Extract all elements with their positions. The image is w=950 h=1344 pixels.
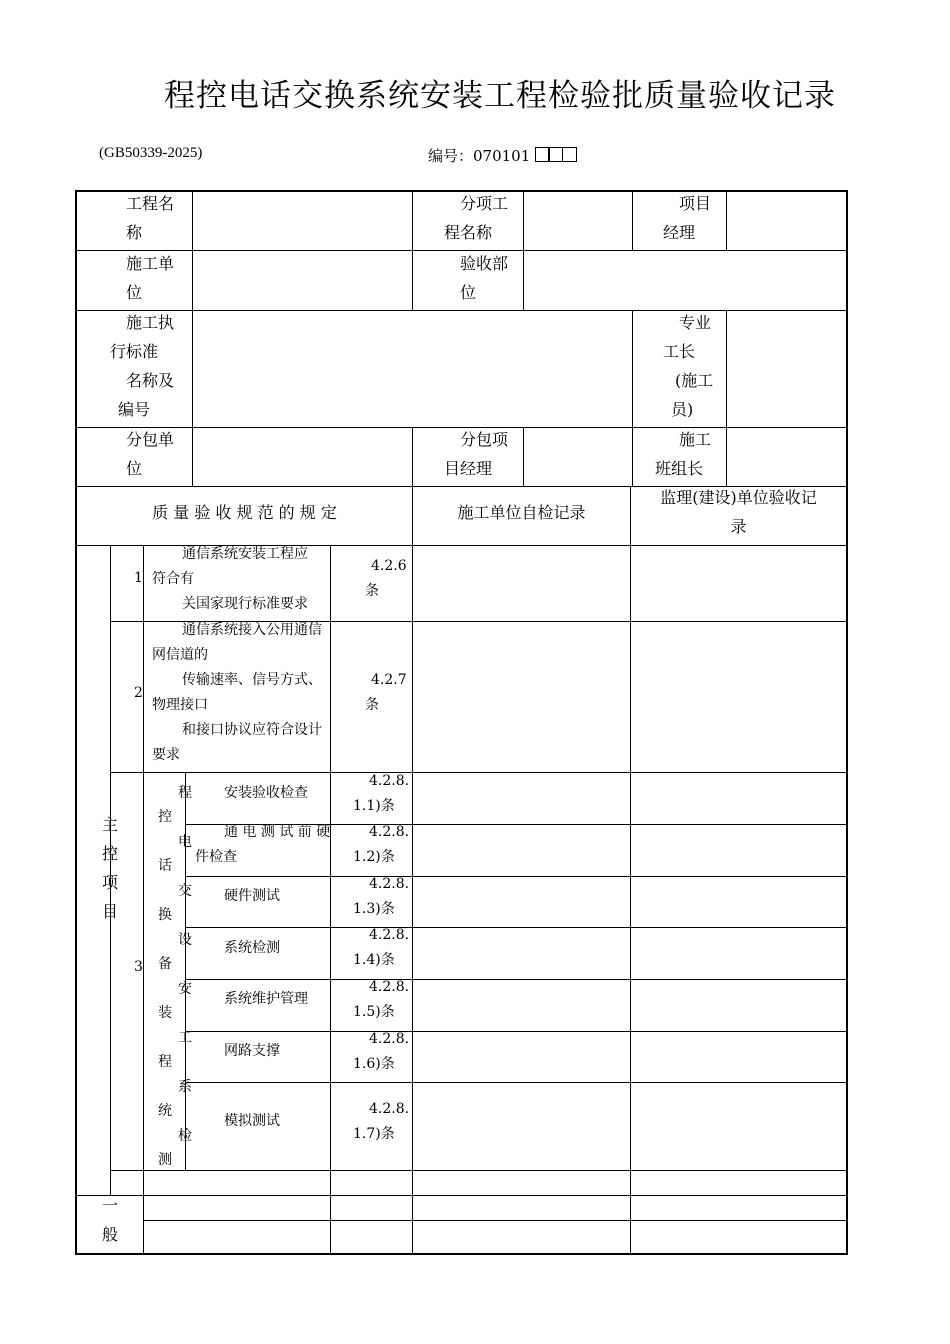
item-1-number: 1 — [134, 570, 143, 586]
sub-item-name: 安装验收检查 — [224, 785, 308, 801]
serial-label: 编号：070101 — [428, 147, 531, 165]
sub-item-clause: 4.2.8. 1.1)条 — [353, 773, 410, 814]
item-2-clause: 4.2.7 条 — [365, 672, 407, 713]
item-2-text: 通信系统接入公用通信 网信道的 传输速率、信号方式、 物理接口 和接口协议应符合设计 要求 — [152, 622, 322, 763]
sub-item-name: 通 电 测 试 前 硬 件检查 — [195, 824, 331, 865]
label-sub-manager: 分包项 目经理 — [444, 430, 509, 478]
serial-number — [428, 145, 577, 166]
sub-item-clause: 4.2.8. 1.6)条 — [353, 1031, 410, 1072]
column-supervision: 监理(建设)单位验收记 录 — [660, 488, 817, 536]
label-project-manager: 项目 经理 — [663, 194, 712, 242]
label-foreman: 专业 工长 (施工 员) — [663, 313, 714, 419]
sub-item-clause: 4.2.8. 1.2)条 — [353, 824, 410, 865]
sub-item-name: 模拟测试 — [224, 1113, 280, 1129]
sub-item-name: 硬件测试 — [224, 888, 280, 904]
standard-code: (GB50339-2025) — [99, 145, 203, 161]
general-label: 一 般 — [102, 1196, 119, 1244]
item-3-number: 3 — [134, 959, 143, 975]
page-title: 程控电话交换系统安装工程检验批质量验收记录 — [164, 78, 836, 114]
sub-item-name: 系统维护管理 — [224, 991, 308, 1007]
sub-item-clause: 4.2.8. 1.7)条 — [353, 1101, 410, 1142]
item-2-number: 2 — [134, 685, 143, 701]
label-project-name: 工程名 称 — [126, 194, 175, 242]
sub-item-clause: 4.2.8. 1.3)条 — [353, 876, 410, 917]
label-team-leader: 施工 班组长 — [655, 430, 712, 478]
column-spec: 质 量 验 收 规 范 的 规 定 — [152, 503, 337, 522]
item-1-text: 通信系统安装工程应 符合有 关国家现行标准要求 — [152, 546, 308, 612]
column-self-check: 施工单位自检记录 — [457, 503, 586, 522]
label-subcontractor: 分包单 位 — [126, 430, 175, 478]
item-1-clause: 4.2.6 条 — [365, 558, 407, 599]
serial-boxes[interactable] — [536, 147, 577, 166]
main-control-label: 主 控 项 目 — [102, 815, 119, 921]
label-subproject-name: 分项工 程名称 — [444, 194, 509, 242]
label-acceptance-part: 验收部 位 — [460, 254, 509, 302]
sub-item-name: 网路支撑 — [224, 1043, 280, 1059]
label-construction-unit: 施工单 位 — [126, 254, 175, 302]
item-3-group-label-a: 程 电 交 设 安 工 系 检 — [178, 785, 192, 1144]
sub-item-clause: 4.2.8. 1.5)条 — [353, 979, 410, 1020]
label-standard-name: 施工执 行标准 名称及 编号 — [110, 313, 175, 419]
sub-item-name: 系统检测 — [224, 940, 280, 956]
item-3-group-label-b: 控 话 换 备 装 程 统 测 — [158, 809, 172, 1168]
sub-item-clause: 4.2.8. 1.4)条 — [353, 927, 410, 968]
